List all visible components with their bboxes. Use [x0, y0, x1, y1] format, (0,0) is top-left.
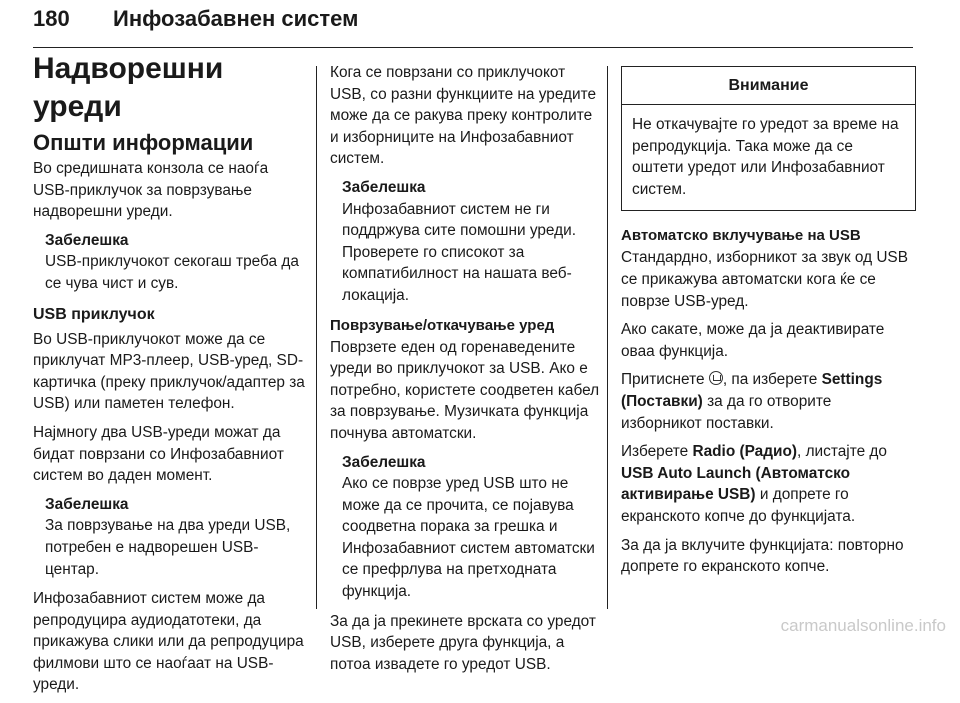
column-divider-1	[316, 66, 317, 609]
page-header	[33, 6, 358, 32]
section-heading: Општи информации	[33, 130, 254, 155]
subsection-heading: USB приклучок	[33, 305, 155, 323]
menu-label-usb-auto-launch: USB Auto Launch (Автоматско активирање USB)	[621, 464, 851, 504]
text-run: , па изберете	[722, 371, 818, 389]
text-run: Изберете	[621, 443, 693, 461]
chapter-title: Инфозабавнен систем	[113, 6, 359, 31]
paragraph	[621, 441, 916, 527]
paragraph: За да ја прекинете врската со уредот USB, изберете друга функција, а потоа извадете го уредот USB.	[330, 612, 596, 673]
caution-box	[621, 66, 916, 211]
paragraph: Инфозабавниот систем може да репродуцира аудиодатотеки, да прикажува слики или да репродуцира филмови што се наоѓаат на USB-уреди.	[33, 590, 304, 694]
note-block	[330, 452, 600, 603]
menu-label-settings: Settings (Поставки)	[621, 371, 883, 410]
caution-text: Не откачувајте го уредот за време на репродукција. Така може да се оштети уредот или Инфозабавниот систем.	[632, 116, 899, 198]
page-title: Надворешни уреди	[33, 52, 224, 123]
paragraph: Поврзете еден од горенаведените уреди во приклучокот за USB. Ако е потребно, користете соодветен кабел за поврзување. Музичката функција почнува автоматски.	[330, 338, 600, 442]
paragraph: Во средишната конзола се наоѓа USB-приклучок за поврзување надворешни уреди.	[33, 160, 269, 221]
paragraph: Во USB-приклучокот може да се приклучат MP3-плеер, USB-уред, SD-картичка (преку приклучок/адаптер за USB) или паметен телефон.	[33, 330, 305, 413]
note-text: USB-приклучокот секогаш треба да се чува чист и сув.	[45, 253, 299, 292]
text-run: и допрете го екранското копче до функцијата.	[621, 486, 856, 525]
note-block	[33, 494, 308, 580]
note-label: Забелешка	[45, 231, 129, 249]
paragraph: Најмногу два USB-уреди можат да бидат поврзани со Инфозабавниот систем во даден момент.	[33, 423, 284, 485]
text-run: , листајте до	[797, 443, 887, 461]
note-block	[330, 177, 600, 307]
column-divider-2	[607, 66, 608, 609]
caution-title: Внимание	[622, 67, 915, 105]
note-block	[33, 230, 308, 295]
note-text: За поврзување на два уреди USB, потребен е надворешен USB-центар.	[45, 517, 291, 578]
paragraph: Кога се поврзани со приклучокот USB, со разни функциите на уредите може да се ракува преку контролите и изборниците на Инфозабавниот систем.	[330, 64, 597, 168]
page-number: 180	[33, 6, 70, 31]
menu-label-radio: Radio (Радио)	[692, 443, 798, 461]
note-label: Забелешка	[342, 178, 426, 196]
paragraph	[621, 369, 916, 434]
subsection-heading: Автоматско вклучување на USB	[621, 227, 861, 245]
column-3	[621, 50, 916, 585]
subsection-heading: Поврзување/откачување уред	[330, 316, 555, 334]
paragraph: За да ја вклучите функцијата: повторно допрете го екранското копче.	[621, 536, 904, 576]
note-text: Ако се поврзе уред USB што не може да се прочита, се појавува соодветна порака за грешка и Инфозабавниот систем автоматски се префрлува на претходната функција.	[342, 475, 595, 601]
note-text: Инфозабавниот систем не ги поддржува сите помошни уреди. Проверете го списокот за компатибилност на нашата веб-локација.	[342, 200, 576, 304]
note-label: Забелешка	[342, 453, 426, 471]
text-run: за да го отворите изборникот поставки.	[621, 392, 832, 432]
home-icon	[709, 371, 723, 385]
column-2	[330, 62, 600, 682]
paragraph: Стандардно, изборникот за звук од USB се прикажува автоматски кога ќе се поврзе USB-уред.	[621, 249, 908, 310]
watermark: carmanualsonline.info	[780, 616, 946, 635]
paragraph: Ако сакате, може да ја деактивирате оваа функција.	[621, 321, 885, 360]
note-label: Забелешка	[45, 495, 129, 513]
header-rule	[33, 47, 913, 48]
column-1	[33, 50, 308, 703]
text-run: Притиснете	[621, 371, 705, 389]
